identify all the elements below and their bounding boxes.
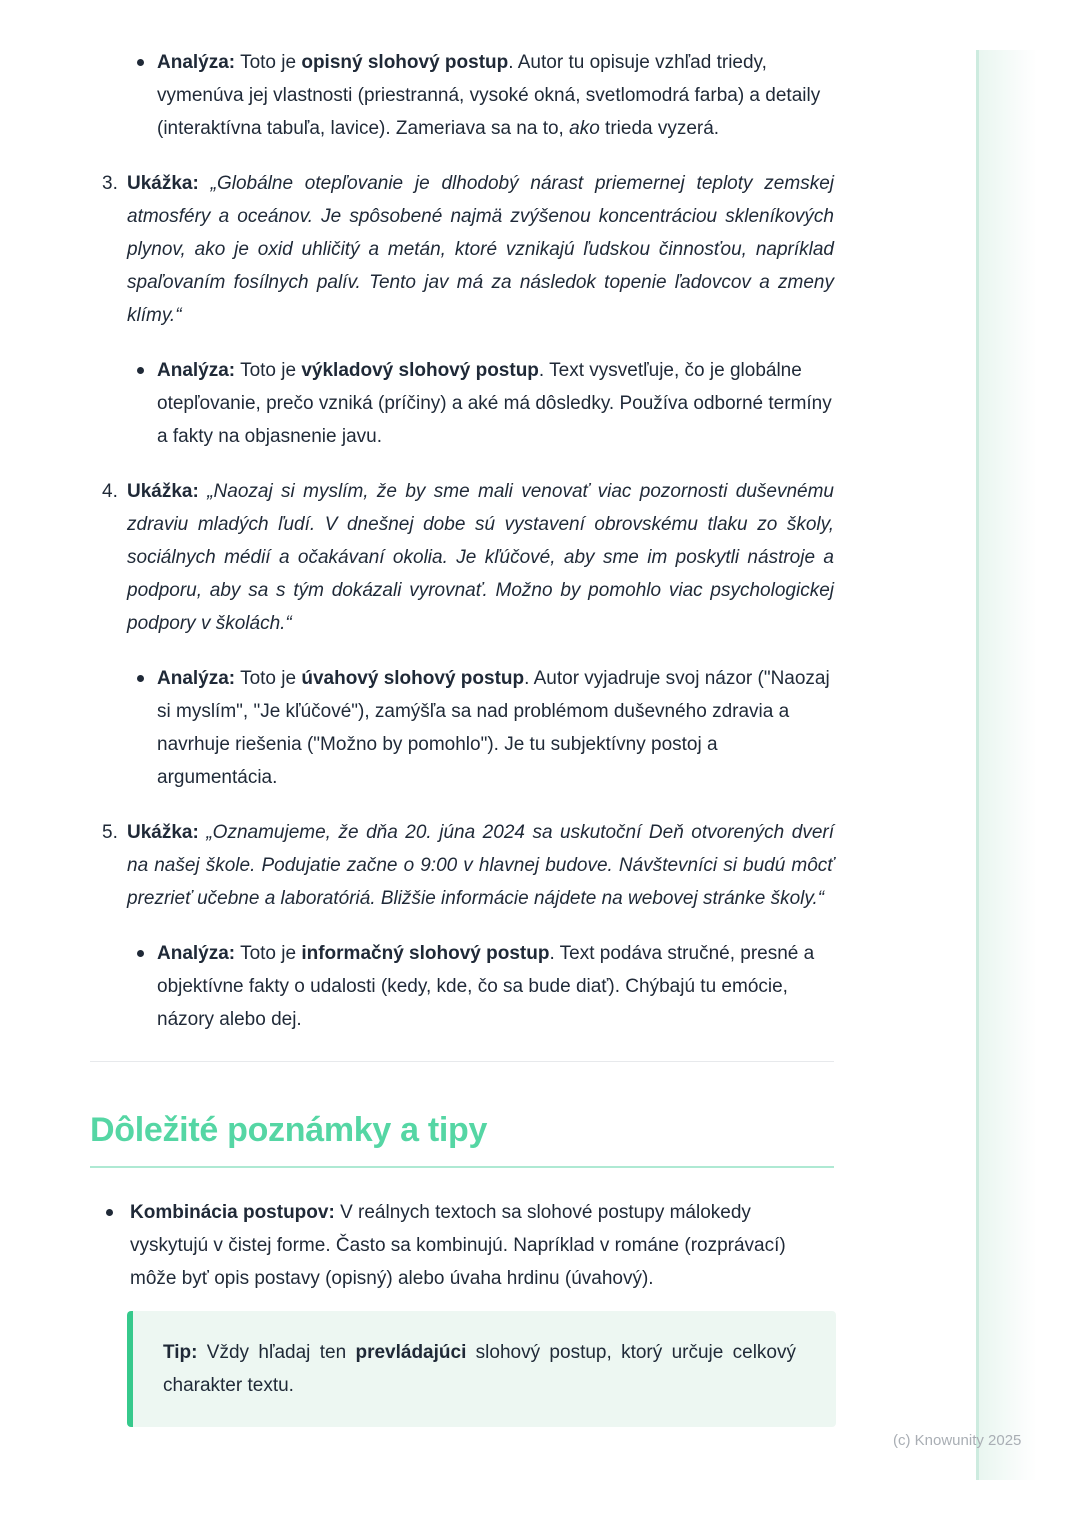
example-quote-paragraph (127, 167, 834, 332)
page-edge-bar (976, 50, 1037, 1480)
tip-text: Tip: Vždy hľadaj ten prevládajúci slohový postup, ktorý určuje celkový charakter textu. (163, 1342, 797, 1396)
section-heading: Dôležité poznámky a tipy (90, 1110, 834, 1168)
example-label: Ukážka: (127, 173, 199, 194)
analysis-text: Analýza: Toto je informačný slohový postup. Text podáva stručné, presné a objektívne fakty o udalosti (kedy, kde, čo sa bude diať). Chýbajú tu emócie, názory alebo dej. (157, 943, 815, 1030)
example-quote-text: „Oznamujeme, že dňa 20. júna 2024 sa uskutoční Deň otvorených dverí na našej škole. Podujatie začne o 9:00 v hlavnej budove. Návštevníci si budú môcť prezrieť učebne a laboratóriá. Bližšie informácie nájdete na webovej stránke školy.“ (127, 822, 834, 909)
analysis-item-opisny (90, 46, 834, 145)
analysis-item-informacny (90, 937, 834, 1036)
notes-text: Kombinácia postupov: V reálnych textoch sa slohové postupy málokedy vyskytujú v čistej forme. Často sa kombinujú. Napríklad v románe (rozprávací) môže byť opis postavy (opisný) alebo úvaha hrdinu (úvahový). (130, 1202, 786, 1289)
example-label: Ukážka: (127, 822, 199, 843)
bullet-icon (106, 1209, 113, 1216)
example-item-4 (90, 475, 834, 640)
list-number: 3. (102, 173, 118, 194)
copyright-text: (c) Knowunity 2025 (893, 1432, 1022, 1449)
tip-callout (127, 1311, 836, 1427)
example-quote-text: „Globálne otepľovanie je dlhodobý nárast priemernej teploty zemskej atmosféry a oceánov. Je spôsobené najmä zvýšenou koncentráciou skleníkových plynov, ako je oxid uhličitý a metán, ktoré vznikajú ľudskou činnosťou, napríklad spaľovaním fosílnych palív. Tento jav má za následok topenie ľadovcov a zmeny klímy.“ (127, 173, 834, 326)
document-content (90, 0, 834, 1427)
bullet-icon (137, 367, 144, 374)
example-item-3 (90, 167, 834, 332)
bullet-icon (137, 950, 144, 957)
section-divider (90, 1061, 834, 1062)
analysis-text: Analýza: Toto je opisný slohový postup. Autor tu opisuje vzhľad triedy, vymenúva jej vlastnosti (priestranná, vysoké okná, svetlomodrá farba) a detaily (interaktívna tabuľa, lavice). Zameriava sa na to, ako trieda vyzerá. (157, 52, 821, 139)
bullet-icon (137, 59, 144, 66)
analysis-text: Analýza: Toto je úvahový slohový postup. Autor vyjadruje svoj názor ("Naozaj si myslím", "Je kľúčové"), zamýšľa sa nad problémom duševného zdravia a navrhuje riešenia ("Možno by pomohlo"). Je tu subjektívny postoj a argumentácia. (157, 668, 830, 788)
example-quote-paragraph (127, 475, 834, 640)
analysis-item-uvahovy (90, 662, 834, 794)
bullet-icon (137, 675, 144, 682)
example-quote-text: „Naozaj si myslím, že by sme mali venovať viac pozornosti duševnému zdraviu mladých ľudí. V dnešnej dobe sú vystavení obrovskému tlaku zo školy, sociálnych médií a očakávaní okolia. Je kľúčové, aby sme im poskytli nástroje a podporu, aby sa s tým dokázali vyrovnať. Možno by pomohlo viac psychologickej podpory v školách.“ (127, 481, 835, 634)
analysis-item-vykladovy (90, 354, 834, 453)
list-number: 4. (102, 481, 118, 502)
example-quote-paragraph (127, 816, 834, 915)
analysis-text: Analýza: Toto je výkladový slohový postup. Text vysvetľuje, čo je globálne otepľovanie, prečo vzniká (príčiny) a aké má dôsledky. Používa odborné termíny a fakty na objasnenie javu. (157, 360, 832, 447)
example-item-5 (90, 816, 834, 915)
list-number: 5. (102, 822, 118, 843)
example-label: Ukážka: (127, 481, 199, 502)
notes-bullet-kombinacia (90, 1196, 834, 1295)
